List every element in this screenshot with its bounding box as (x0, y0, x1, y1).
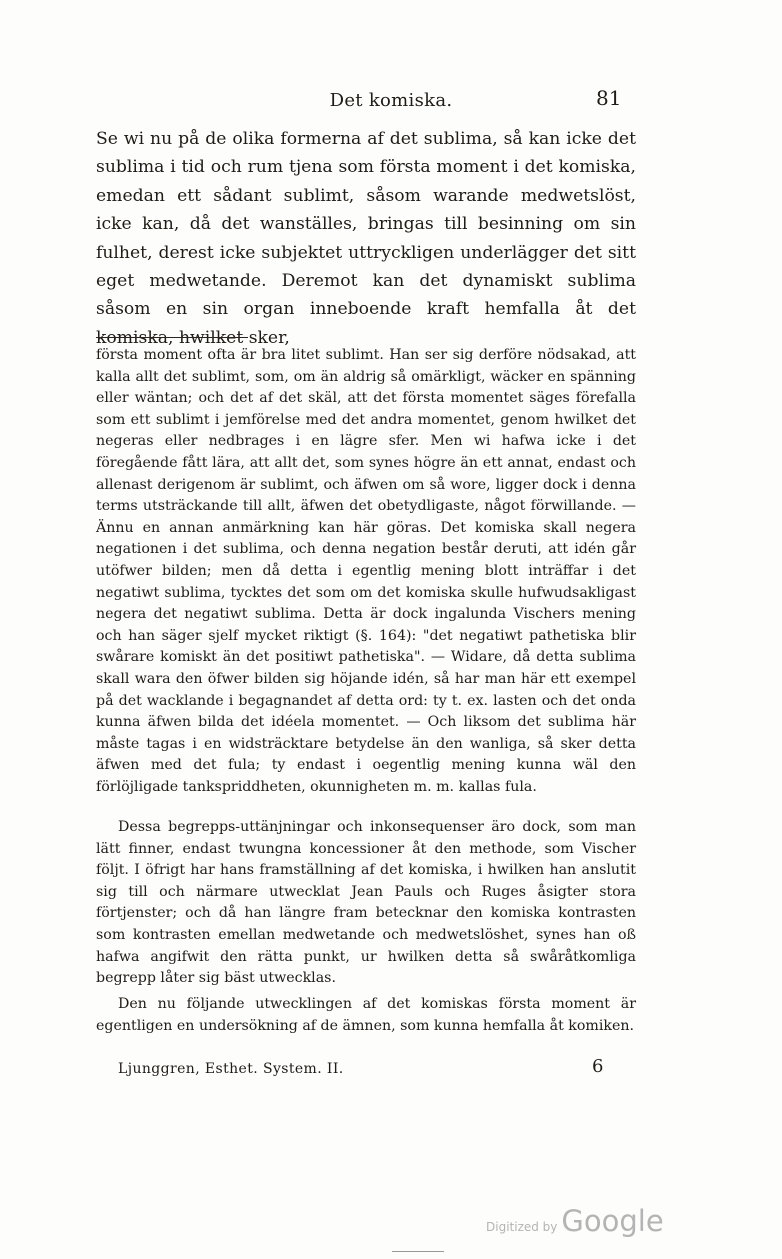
footnote-paragraph: Dessa begrepps-uttänjningar och inkonsequenser äro dock, som man lätt finner, endast twungna koncessioner åt den methode, som Vischer följt. I öfrigt har hans framställning af det komiska, i hwilken han anslutit sig till och närmare utwecklat Jean Pauls och Ruges åsigter stora förtjenster; och då han längre fram betecknar den komiska kontrasten som kontrasten emellan medwetande och medwetslöshet, synes han oß hafwa angifwit den rätta punkt, ur hwilken detta så swåråtkomliga begrepp låter sig bäst utwecklas. (96, 819, 636, 987)
bottom-rule (392, 1251, 444, 1252)
digitized-watermark (486, 1204, 664, 1238)
signature-mark: 6 (592, 1056, 604, 1077)
page-number: 81 (596, 86, 622, 110)
footnote-paragraph: första moment ofta är bra litet sublimt. Han ser sig derföre nödsakad, att kalla allt det sublimt, som, om än aldrig så omärkligt, wäcker en spänning eller wäntan; och det af det skäl, att det första momentet säges förefalla som ett sublimt i jemförelse med det andra momentet, genom hwilket det negeras eller nedbrages i en lägre sfer. Men wi hafwa icke i det föregående fått lära, att allt det, som synes högre än ett annat, endast och allenast derigenom är sublimt, och äfwen om så wore, ligger dock i denna terms utsträckande till allt, äfwen det obetydligaste, något förwillande. — Ännu en annan anmärkning kan här göras. Det komiska skall negera negationen i det sublima, och denna negation består deruti, att idén går utöfwer bilden; men då detta i egentlig mening blott inträffar i det negatiwt sublima, tycktes det som om det komiska skulle hufwudsakligast negera det negatiwt sublima. Detta är dock ingalunda Vischers mening och han säger sjelf mycket riktigt (§. 164): "det negatiwt pathetiska blir swårare komiskt än det positiwt pathetiska". — Widare, då detta sublima skall wara den öfwer bilden sig höjande idén, så har man här ett exempel på det wacklande i begagnandet af detta ord: ty t. ex. lasten och det onda kunna äfwen bilda det idéela momentet. — Och liksom det sublima här måste tagas i en widsträcktare betydelse än den wanliga, så sker detta äfwen med det fula; ty endast i oegentlig mening kunna wäl den förlöjligade tankspriddheten, okunnigheten m. m. kallas fula. (96, 347, 636, 795)
footnote-divider (96, 337, 248, 338)
footnote-paragraph: Den nu följande utwecklingen af det komiskas första moment är egentligen en undersökning af de ämnen, som kunna hemfalla åt komiken. (96, 996, 636, 1034)
digitized-label: Digitized by (486, 1220, 558, 1234)
google-wordmark: Google (561, 1204, 664, 1238)
signature-line: Ljunggren, Esthet. System. II. (118, 1061, 344, 1077)
main-paragraph: Se wi nu på de olika formerna af det sublima, så kan icke det sublima i tid och rum tjena som första moment i det komiska, emedan ett sådant sublimt, såsom warande medwetslöst, icke kan, då det wanställes, bringas till besinning om sin fulhet, derest icke subjektet uttryckligen underlägger det sitt eget medwetande. Deremot kan det dynamiskt sublima såsom en sin organ inneboende kraft hemfalla åt det komiska, hwilket sker, (96, 129, 636, 348)
running-title: Det komiska. (329, 90, 453, 111)
